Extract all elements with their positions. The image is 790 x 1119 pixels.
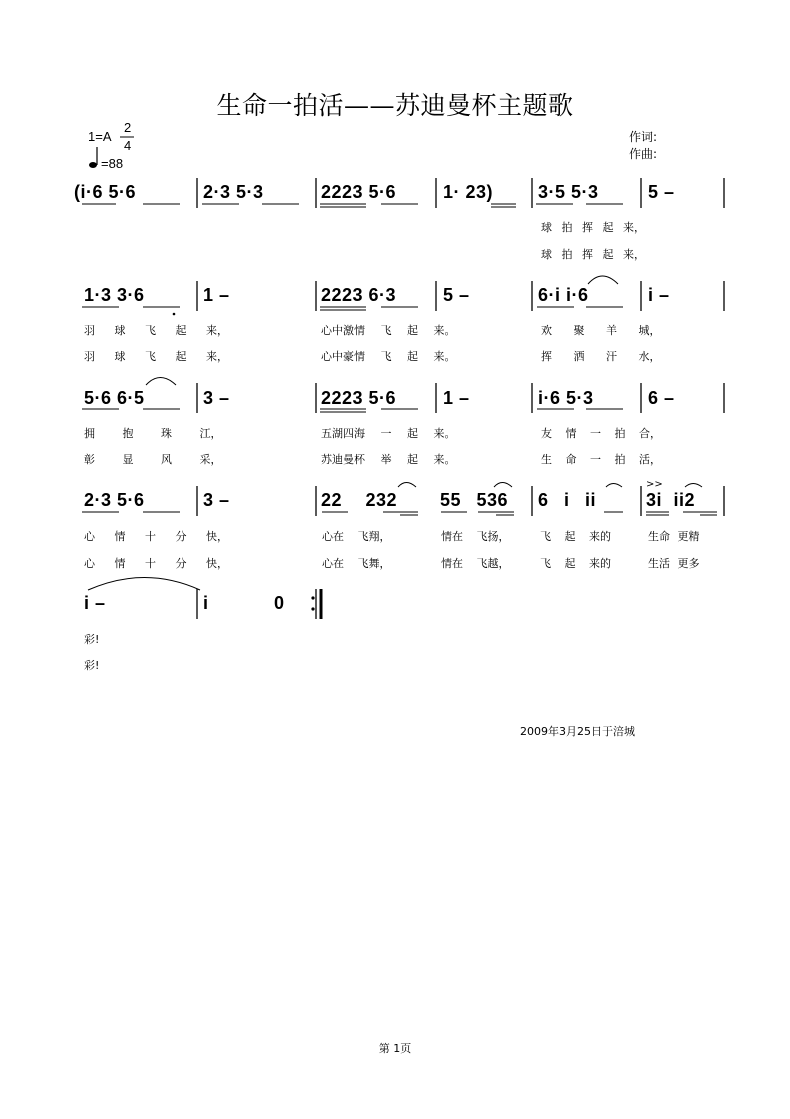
measure-1-5: 3·5 5·3 <box>538 182 599 202</box>
song-title: 生命一拍活——苏迪曼杯主题歌 <box>216 91 574 120</box>
lyric-4-v2-e: 生活 更多 <box>648 557 700 570</box>
lyric-3-v1-c: 友 情 一 拍 合， <box>541 427 661 440</box>
measure-1-1: (i·6 5·6 <box>74 182 137 202</box>
measure-3-3: 2223 5·6 <box>321 388 397 408</box>
lyric-4-v2-c: 情在 飞越， <box>441 557 510 570</box>
lyric-3-v1-a: 拥 抱 珠 江， <box>84 427 222 440</box>
measure-2-5: 6·i i·6 <box>538 285 589 305</box>
key-signature: 1=A <box>88 129 112 144</box>
measure-2-2: 1 – <box>203 285 230 305</box>
measure-5-2: i 0 <box>203 593 285 613</box>
lyric-4-v1-b: 心在 飞翔， <box>322 530 391 543</box>
time-signature-top: 2 <box>124 120 132 135</box>
page-number: 第 1页 <box>378 1042 412 1055</box>
time-signature-bottom: 4 <box>124 138 132 153</box>
measure-1-6: 5 – <box>648 182 675 202</box>
measure-3-4: 1 – <box>443 388 470 408</box>
lyric-4-v2-b: 心在 飞舞， <box>322 557 391 570</box>
lyric-1-v1: 球 拍 挥 起 来， <box>541 221 645 234</box>
lyricist-label: 作词: <box>629 130 658 144</box>
lyric-5-v1: 彩! <box>84 633 100 646</box>
lyric-5-v2: 彩! <box>84 659 100 672</box>
measure-4-5: 6 i ii <box>538 490 597 510</box>
measure-2-6: i – <box>648 285 670 305</box>
lyric-4-v1-a: 心 情 十 分 快， <box>84 530 228 543</box>
measure-2-3: 2223 6·3 <box>321 285 397 305</box>
tempo-marking: =88 <box>101 156 124 171</box>
measure-4-2: 3 – <box>203 490 230 510</box>
lyric-4-v2-d: 飞 起 来的 <box>540 557 611 570</box>
lyric-3-v2-a: 彰 显 风 采， <box>84 453 222 466</box>
measure-4-4: 55 536 <box>440 490 509 510</box>
measure-4-3: 22 232 <box>321 490 398 510</box>
lyric-4-v1-e: 生命 更精 <box>648 530 700 543</box>
measure-1-4: 1· 23) <box>443 182 494 202</box>
measure-3-2: 3 – <box>203 388 230 408</box>
lyric-2-v2-a: 羽 球 飞 起 来， <box>84 350 228 363</box>
lyric-2-v1-c: 欢 聚 羊 城， <box>541 324 661 337</box>
measure-5-1: i – <box>84 593 106 613</box>
svg-text:>>: >> <box>646 479 663 490</box>
lyric-3-v2-c: 生 命 一 拍 活， <box>541 453 661 466</box>
measure-3-5: i·6 5·3 <box>538 388 594 408</box>
measure-2-4: 5 – <box>443 285 470 305</box>
lyric-3-v2-b: 苏迪曼杯 举 起 来。 <box>321 453 456 466</box>
lyric-1-v2: 球 拍 挥 起 来， <box>541 248 645 261</box>
lyric-4-v2-a: 心 情 十 分 快， <box>84 557 228 570</box>
measure-3-6: 6 – <box>648 388 675 408</box>
measure-3-1: 5·6 6·5 <box>84 388 145 408</box>
composition-date: 2009年3月25日于涪城 <box>520 725 635 738</box>
measure-4-6: 3i ii2 <box>646 490 696 510</box>
measure-1-2: 2·3 5·3 <box>203 182 264 202</box>
lyric-4-v1-c: 情在 飞扬， <box>441 530 510 543</box>
lyric-4-v1-d: 飞 起 来的 <box>540 530 611 543</box>
lyric-2-v1-b: 心中激情 飞 起 来。 <box>321 324 456 337</box>
lyric-2-v2-b: 心中豪情 飞 起 来。 <box>321 350 456 363</box>
lyric-2-v1-a: 羽 球 飞 起 来， <box>84 324 228 337</box>
measure-1-3: 2223 5·6 <box>321 182 397 202</box>
composer-label: 作曲: <box>629 147 658 161</box>
measure-2-1: 1·3 3·6 <box>84 285 145 305</box>
lyric-3-v1-b: 五湖四海 一 起 来。 <box>321 427 456 440</box>
measure-4-1: 2·3 5·6 <box>84 490 145 510</box>
lyric-2-v2-c: 挥 洒 汗 水， <box>541 350 661 363</box>
